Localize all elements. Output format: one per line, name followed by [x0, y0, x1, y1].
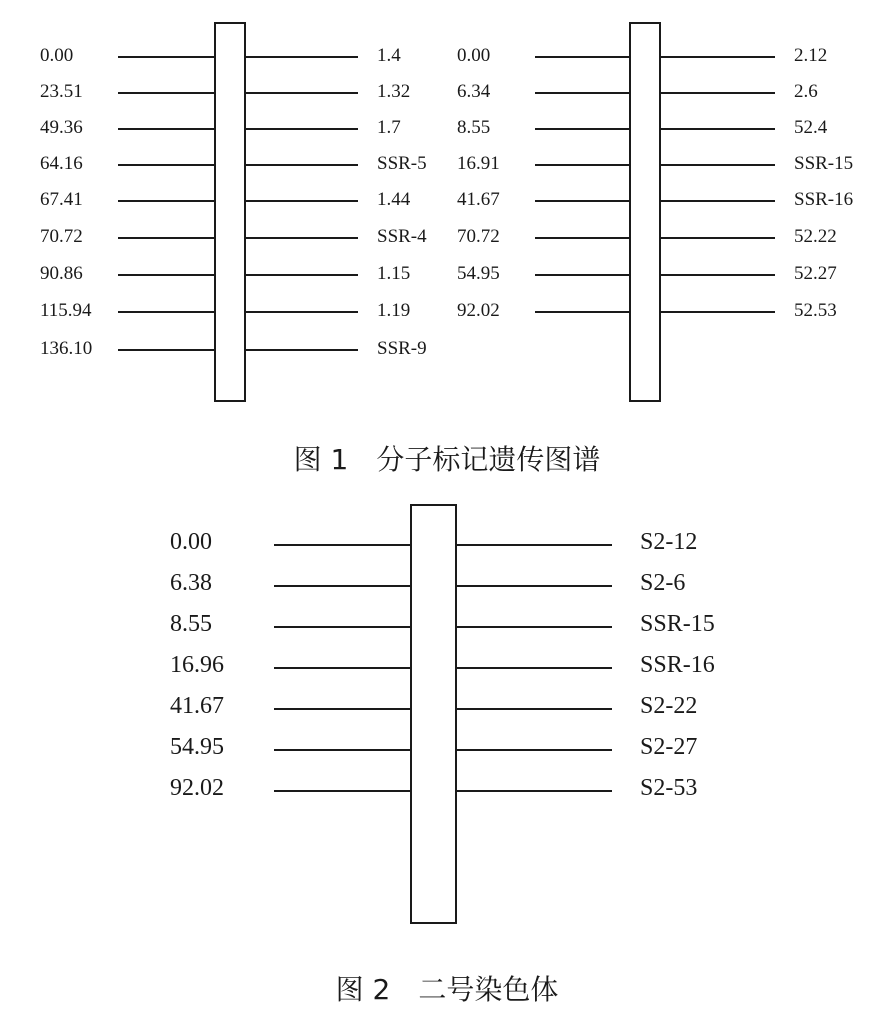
- marker-label: 1.4: [377, 45, 401, 66]
- figure2-map: [0, 490, 894, 960]
- position-label: 6.34: [457, 81, 491, 102]
- marker-label: 52.27: [794, 263, 837, 284]
- position-label: 6.38: [170, 570, 212, 596]
- position-label: 23.51: [40, 81, 83, 102]
- marker-label: 52.22: [794, 226, 837, 247]
- position-label: 8.55: [457, 117, 491, 138]
- position-label: 54.95: [170, 734, 224, 760]
- position-label: 70.72: [457, 226, 500, 247]
- position-label: 16.91: [457, 153, 500, 174]
- marker-label: S2-22: [640, 693, 698, 719]
- position-label: 49.36: [40, 117, 83, 138]
- position-label: 0.00: [170, 529, 212, 555]
- marker-label: 1.15: [377, 263, 411, 284]
- marker-label: SSR-15: [640, 611, 715, 637]
- position-label: 41.67: [457, 189, 500, 210]
- marker-label: SSR-16: [794, 189, 854, 210]
- position-label: 70.72: [40, 226, 83, 247]
- position-label: 0.00: [40, 45, 74, 66]
- marker-label: 2.6: [794, 81, 818, 102]
- marker-label: S2-27: [640, 734, 698, 760]
- position-label: 136.10: [40, 338, 93, 359]
- position-label: 67.41: [40, 189, 83, 210]
- marker-label: 2.12: [794, 45, 828, 66]
- marker-label: SSR-4: [377, 226, 427, 247]
- position-label: 16.96: [170, 652, 224, 678]
- figure1-left-map: [0, 0, 447, 420]
- figure2-caption: 图 2 二号染色体: [335, 973, 559, 1006]
- position-label: 64.16: [40, 153, 83, 174]
- marker-label: 1.32: [377, 81, 411, 102]
- marker-label: SSR-9: [377, 338, 427, 359]
- marker-label: 52.4: [794, 117, 828, 138]
- marker-label: SSR-5: [377, 153, 427, 174]
- marker-label: 1.7: [377, 117, 401, 138]
- position-label: 115.94: [40, 300, 92, 321]
- marker-label: 1.19: [377, 300, 411, 321]
- position-label: 92.02: [457, 300, 500, 321]
- position-label: 41.67: [170, 693, 224, 719]
- marker-label: 1.44: [377, 189, 411, 210]
- marker-label: 52.53: [794, 300, 837, 321]
- position-label: 54.95: [457, 263, 500, 284]
- marker-label: SSR-15: [794, 153, 854, 174]
- position-label: 90.86: [40, 263, 83, 284]
- position-label: 8.55: [170, 611, 212, 637]
- position-label: 0.00: [457, 45, 491, 66]
- marker-label: S2-12: [640, 529, 698, 555]
- position-label: 92.02: [170, 775, 224, 801]
- chromosome-bar: [410, 504, 457, 924]
- marker-label: S2-6: [640, 570, 686, 596]
- chromosome-bar: [629, 22, 661, 402]
- figure1-right-map: [447, 0, 894, 420]
- chromosome-bar: [214, 22, 246, 402]
- marker-label: SSR-16: [640, 652, 715, 678]
- figure1-caption: 图 1 分子标记遗传图谱: [293, 443, 601, 476]
- marker-label: S2-53: [640, 775, 698, 801]
